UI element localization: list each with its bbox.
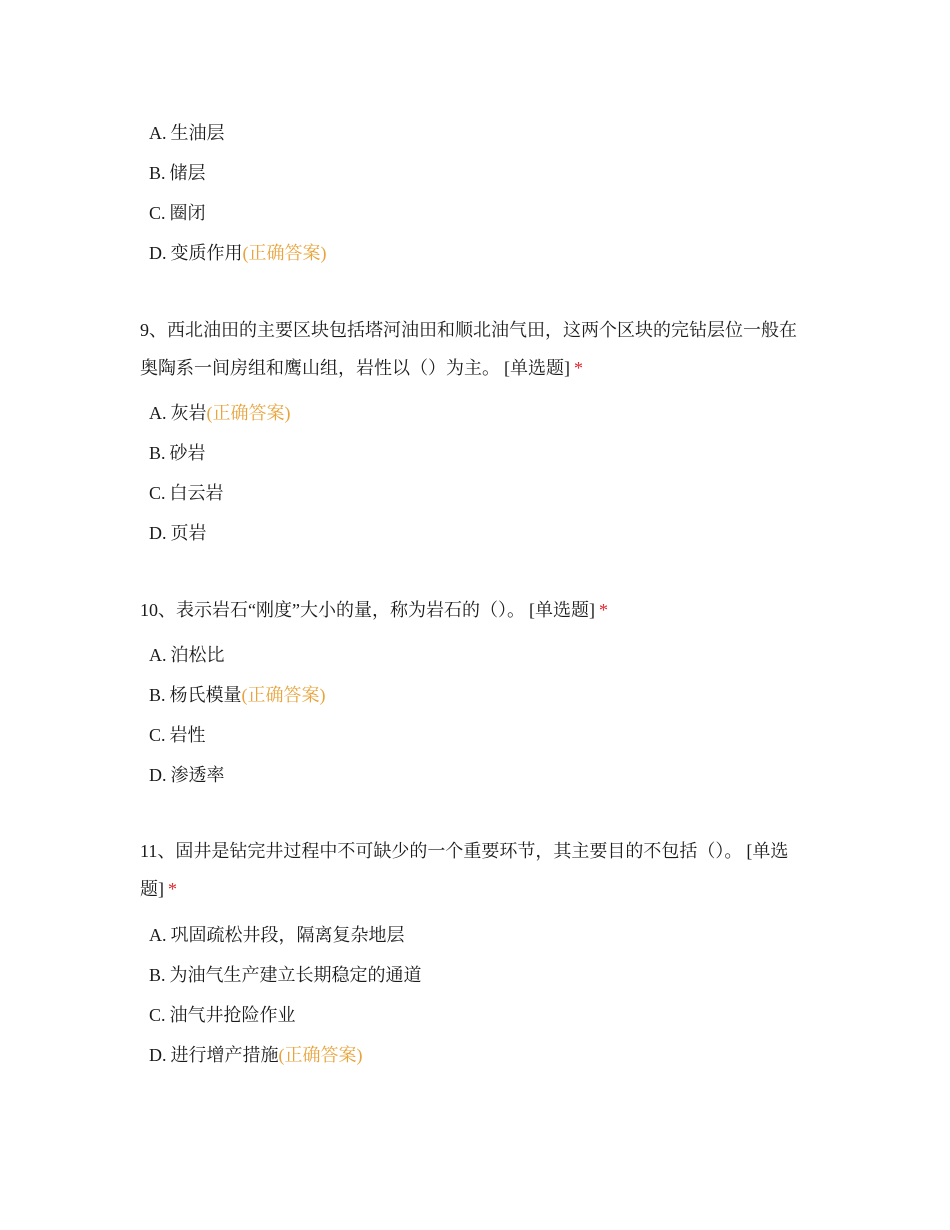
option-letter: D. xyxy=(149,243,167,263)
question-type: [单选题] xyxy=(504,358,570,378)
q10-option-c[interactable] xyxy=(149,723,206,747)
option-letter: D. xyxy=(149,765,167,785)
option-text: 储层 xyxy=(169,163,206,183)
option-text: 杨氏模量 xyxy=(169,685,242,705)
option-letter: A. xyxy=(149,403,167,423)
option-text: 砂岩 xyxy=(169,443,206,463)
correct-answer-tag: (正确答案) xyxy=(278,1045,363,1065)
correct-answer-tag: (正确答案) xyxy=(242,243,327,263)
option-letter: C. xyxy=(149,725,166,745)
option-letter: B. xyxy=(149,163,166,183)
question-9-title xyxy=(140,311,810,387)
option-letter: C. xyxy=(149,203,166,223)
prev-option-c[interactable] xyxy=(149,201,206,225)
option-text: 进行增产措施 xyxy=(170,1045,279,1065)
correct-answer-tag: (正确答案) xyxy=(241,685,326,705)
option-text: 变质作用 xyxy=(170,243,243,263)
required-mark: * xyxy=(168,879,177,899)
option-letter: D. xyxy=(149,523,167,543)
option-text: 圈闭 xyxy=(169,203,206,223)
required-mark: * xyxy=(574,358,583,378)
option-letter: C. xyxy=(149,483,166,503)
prev-option-a[interactable] xyxy=(149,121,225,145)
question-text: 9、西北油田的主要区块包括塔河油田和顺北油气田，这两个区块的完钻层位一般在奥陶系一间房组和鹰山组，岩性以（）为主。 xyxy=(140,320,797,378)
option-letter: A. xyxy=(149,925,167,945)
question-11-title xyxy=(140,832,810,908)
option-text: 为油气生产建立长期稳定的通道 xyxy=(169,965,422,985)
option-letter: A. xyxy=(149,645,167,665)
prev-option-d[interactable] xyxy=(149,241,327,265)
option-letter: B. xyxy=(149,443,166,463)
q11-option-c[interactable] xyxy=(149,1003,296,1027)
question-type: [单选题] xyxy=(528,600,595,620)
option-text: 灰岩 xyxy=(170,403,207,423)
option-text: 泊松比 xyxy=(170,645,225,665)
correct-answer-tag: (正确答案) xyxy=(206,403,291,423)
option-text: 页岩 xyxy=(170,523,207,543)
option-text: 岩性 xyxy=(169,725,206,745)
option-text: 生油层 xyxy=(170,123,225,143)
q10-option-d[interactable] xyxy=(149,763,225,787)
q9-option-b[interactable] xyxy=(149,441,206,465)
option-letter: D. xyxy=(149,1045,167,1065)
q11-option-a[interactable] xyxy=(149,923,405,947)
option-letter: B. xyxy=(149,685,166,705)
prev-option-b[interactable] xyxy=(149,161,206,185)
q9-option-d[interactable] xyxy=(149,521,207,545)
option-text: 巩固疏松井段，隔离复杂地层 xyxy=(170,925,405,945)
required-mark: * xyxy=(598,600,608,620)
option-text: 渗透率 xyxy=(170,765,225,785)
option-letter: B. xyxy=(149,965,166,985)
option-text: 油气井抢险作业 xyxy=(169,1005,296,1025)
option-text: 白云岩 xyxy=(169,483,224,503)
question-text: 10、表示岩石“刚度”大小的量，称为岩石的（）。 xyxy=(140,600,525,620)
q11-option-d[interactable] xyxy=(149,1043,363,1067)
q10-option-a[interactable] xyxy=(149,643,225,667)
question-type: [单选题] xyxy=(140,841,789,899)
q11-option-b[interactable] xyxy=(149,963,422,987)
option-letter: A. xyxy=(149,123,167,143)
q9-option-a[interactable] xyxy=(149,401,291,425)
option-letter: C. xyxy=(149,1005,166,1025)
question-10-title xyxy=(140,591,810,629)
q10-option-b[interactable] xyxy=(149,683,326,707)
q9-option-c[interactable] xyxy=(149,481,224,505)
question-text: 11、固井是钻完井过程中不可缺少的一个重要环节，其主要目的不包括（）。 xyxy=(140,841,743,861)
